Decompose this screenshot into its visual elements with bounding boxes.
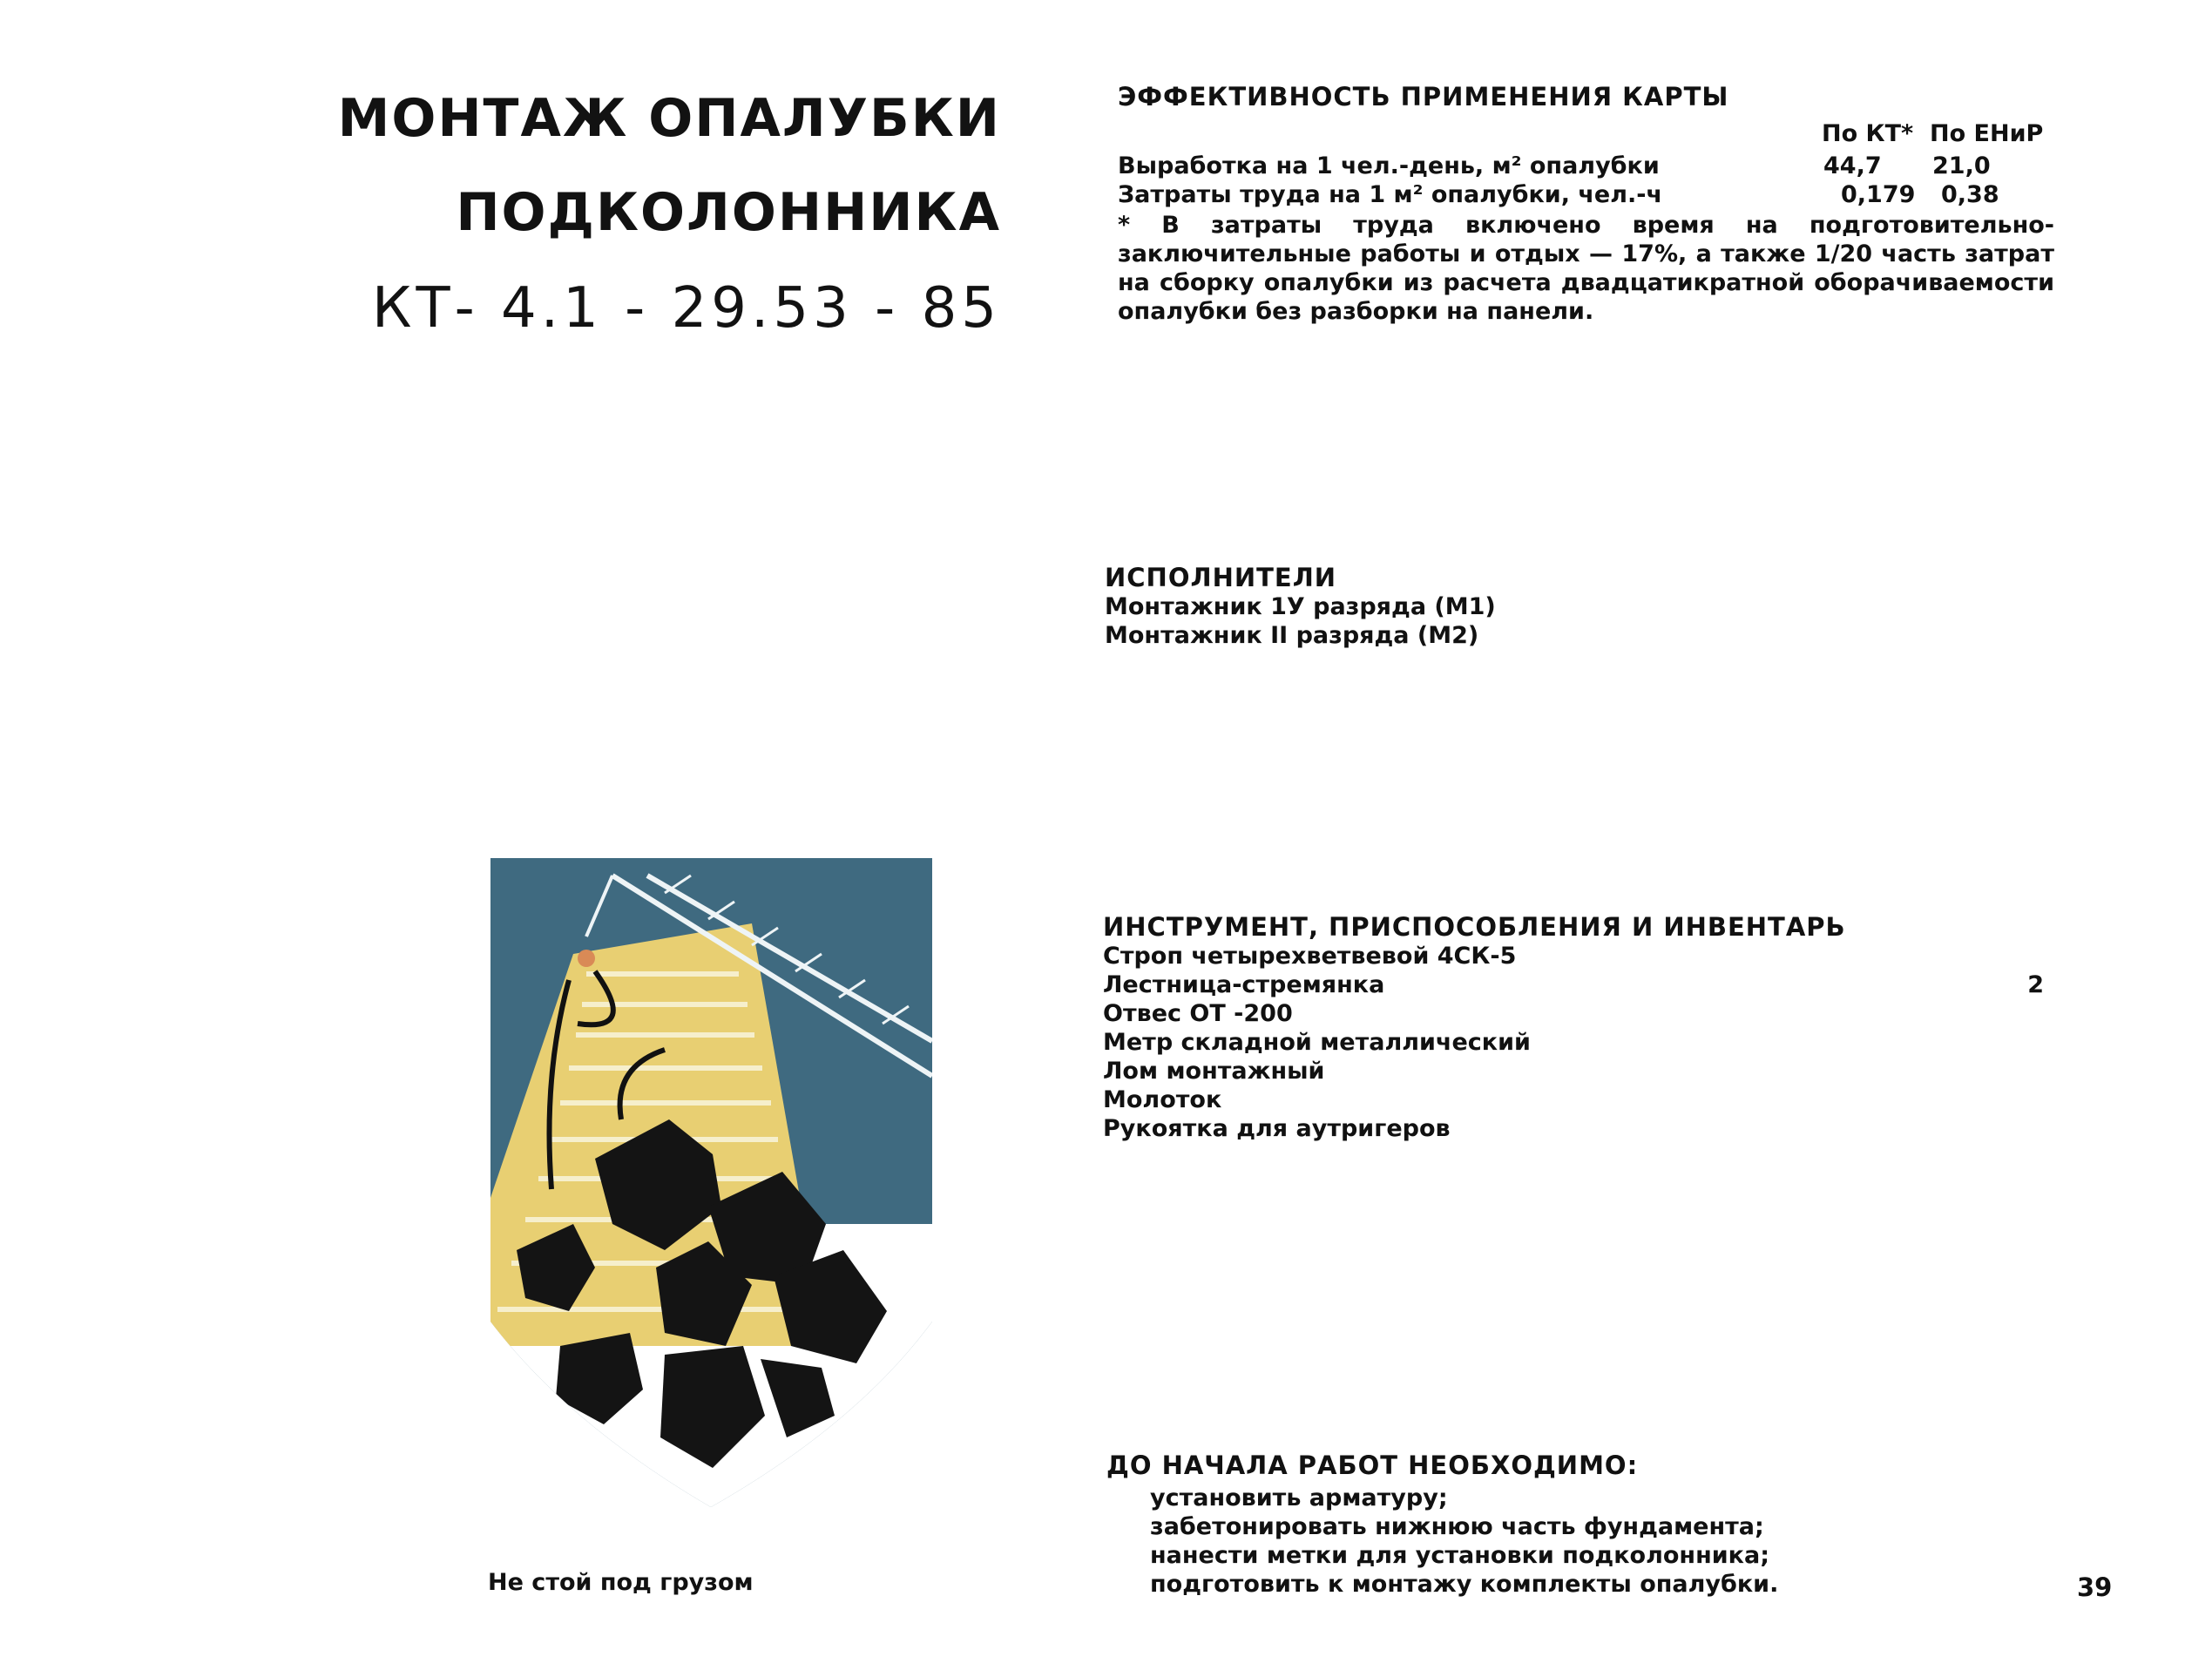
safety-illustration bbox=[490, 858, 932, 1507]
tool-item bbox=[1103, 1028, 2044, 1057]
tool-name: Рукоятка для аутригеров bbox=[1103, 1115, 1451, 1142]
efficiency-section bbox=[1118, 82, 2054, 326]
tool-item bbox=[1103, 1057, 2044, 1085]
tool-name: Строп четырехветвевой 4СК-5 bbox=[1103, 943, 1517, 970]
column-header-enir: По ЕНиР bbox=[1930, 120, 2044, 147]
row-label: Затраты труда на 1 м² опалубки, чел.-ч bbox=[1118, 181, 1662, 208]
tool-name: Отвес ОТ -200 bbox=[1103, 1000, 1293, 1027]
tools-section bbox=[1103, 912, 2044, 1143]
prerequisites-heading: ДО НАЧАЛА РАБОТ НЕОБХОДИМО: bbox=[1106, 1450, 1639, 1480]
title-line-1: МОНТАЖ ОПАЛУБКИ bbox=[337, 88, 1001, 149]
hook-icon bbox=[578, 950, 595, 967]
tool-name: Лом монтажный bbox=[1103, 1058, 1325, 1085]
column-header-kt: По КТ* bbox=[1822, 120, 1914, 147]
prerequisite-item: подготовить к монтажу комплекты опалубки. bbox=[1150, 1571, 1779, 1598]
prerequisites-list bbox=[1106, 1484, 1778, 1599]
tool-name: Метр складной металлический bbox=[1103, 1029, 1531, 1056]
page-number: 39 bbox=[2077, 1572, 2113, 1602]
performers-heading: ИСПОЛНИТЕЛИ bbox=[1105, 563, 1337, 592]
tool-name: Молоток bbox=[1103, 1086, 1222, 1113]
tool-qty: 2 bbox=[2027, 971, 2044, 998]
efficiency-heading: ЭФФЕКТИВНОСТЬ ПРИМЕНЕНИЯ КАРТЫ bbox=[1118, 82, 1729, 112]
tool-item bbox=[1103, 1114, 2044, 1143]
tools-heading: ИНСТРУМЕНТ, ПРИСПОСОБЛЕНИЯ И ИНВЕНТАРЬ bbox=[1103, 912, 1846, 942]
document-title bbox=[338, 71, 1001, 357]
title-line-2: ПОДКОЛОННИКА bbox=[456, 182, 1001, 243]
illustration-caption: Не стой под грузом bbox=[488, 1569, 754, 1596]
performer-item: Монтажник II разряда (М2) bbox=[1105, 622, 1479, 649]
row-value-enir: 21,0 bbox=[1932, 152, 1991, 179]
performer-item: Монтажник 1У разряда (М1) bbox=[1105, 593, 1496, 620]
row-label: Выработка на 1 чел.-день, м² опалубки bbox=[1118, 152, 1660, 179]
tool-name: Лестница-стремянка bbox=[1103, 971, 1385, 998]
prerequisite-item: установить арматуру; bbox=[1150, 1484, 1448, 1511]
prerequisites-section bbox=[1106, 1450, 1778, 1599]
efficiency-row bbox=[1118, 180, 2054, 209]
prerequisite-item: нанести метки для установки подколонника; bbox=[1150, 1542, 1769, 1569]
row-value-kt: 0,179 bbox=[1841, 181, 1916, 208]
efficiency-column-headers bbox=[1118, 120, 2054, 152]
performers-section bbox=[1105, 563, 1496, 650]
tool-item bbox=[1103, 942, 2044, 970]
prerequisite-item: забетонировать нижнюю часть фундамента; bbox=[1150, 1513, 1764, 1540]
row-value-kt: 44,7 bbox=[1823, 152, 1882, 179]
row-value-enir: 0,38 bbox=[1941, 181, 1999, 208]
tool-item bbox=[1103, 970, 2044, 999]
efficiency-row bbox=[1118, 152, 2054, 180]
tool-item bbox=[1103, 999, 2044, 1028]
title-code: КТ- 4.1 - 29.53 - 85 bbox=[372, 276, 1001, 341]
tool-item bbox=[1103, 1085, 2044, 1114]
efficiency-footnote: * В затраты труда включено время на подготовительно-заключительные работы и отдых — 17%, а также 1/20 часть затрат на сборку опалубки из расчета двадцатикратной оборачиваемости опалубки без разборки на панели. bbox=[1118, 212, 2054, 325]
